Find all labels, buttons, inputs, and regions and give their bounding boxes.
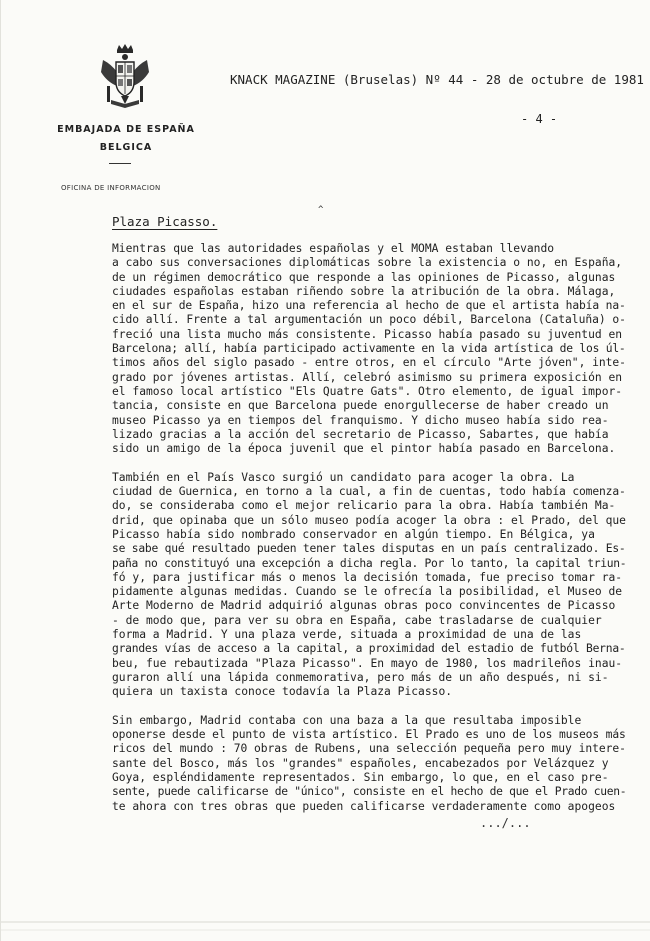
text-line: - de modo que, para ver su obra en España, cabe trasladarse de cualquier <box>112 613 602 627</box>
text-line: Picasso había sido nombrado conservador en algún tiempo. En Bélgica, ya <box>112 527 595 541</box>
text-line: museo Picasso ya en tiempos del franquismo. Y dicho museo había sido rea- <box>112 413 609 427</box>
letterhead-divider <box>109 163 131 164</box>
text-line: timos años del siglo pasado - entre otros, en el círculo "Arte jóven", inte- <box>112 356 626 370</box>
text-line: cido allí. Frente a tal argumentación un poco débil, Barcelona (Cataluña) o- <box>112 313 626 327</box>
paragraph-gap <box>112 700 626 714</box>
paragraph-gap <box>112 456 626 470</box>
text-line: te ahora con tres obras que pueden calificarse verdaderamente como apogeos <box>112 799 616 813</box>
page-number: - 4 - <box>521 112 558 126</box>
office-name: OFICINA DE INFORMACION <box>61 184 161 192</box>
paragraph <box>112 471 626 700</box>
text-line: pidamente algunas medidas. Cuando se le ofrecía la posibilidad, el Museo de <box>112 585 623 599</box>
text-line: quiera un taxista conoce todavía la Plaza Picasso. <box>112 685 453 699</box>
text-line: freció una lista mucho más consistente. Picasso había pasado su juventud en <box>112 327 623 341</box>
continuation-mark: .../... <box>480 816 531 830</box>
article-title: Plaza Picasso. <box>112 214 218 229</box>
caret-mark: ^ <box>318 205 324 215</box>
embassy-name: EMBAJADA DE ESPAÑA <box>57 124 195 135</box>
spanish-coat-of-arms-icon <box>97 42 153 112</box>
text-line: fó y, para justificar más o menos la decisión tomada, fue preciso tomar ra- <box>112 570 623 584</box>
text-line: sente, puede calificarse de "único", consiste en el hecho de que el Prado cuen- <box>112 785 627 799</box>
archive-stamp-strip <box>1 900 650 941</box>
text-line: de un régimen democrático que responde a las opiniones de Picasso, algunas <box>112 270 616 284</box>
text-line: tancia, consiste en que Barcelona puede enorgullecerse de haber creado un <box>112 399 609 413</box>
text-line: do, se consideraba como el mejor relicario para la obra. Había también Ma- <box>112 499 616 513</box>
embassy-country: BELGICA <box>99 142 153 153</box>
text-line: ricos del mundo : 70 obras de Rubens, una selección pequeña pero muy intere- <box>112 742 626 756</box>
text-line: el famoso local artístico "Els Quatre Gats". Otro elemento, de igual impor- <box>112 384 623 398</box>
text-line: Barcelona; allí, había participado activamente en la vida artística de los úl- <box>112 342 626 356</box>
text-line: Goya, espléndidamente representados. Sin embargo, lo que, en el caso pre- <box>112 770 609 784</box>
text-line: Sin embargo, Madrid contaba con una baza a la que resultaba imposible <box>112 713 582 727</box>
paragraph <box>112 714 626 814</box>
text-line: ciudad de Guernica, en torno a la cual, a fin de cuentas, todo había comenza- <box>112 485 626 499</box>
text-line: ciudades españolas estaban riñendo sobre la atribución de la obra. Málaga, <box>112 284 616 298</box>
text-line: beu, fue rebautizada "Plaza Picasso". En mayo de 1980, los madrileños inau- <box>112 656 623 670</box>
source-header: KNACK MAGAZINE (Bruselas) Nº 44 - 28 de octubre de 1981 <box>230 72 644 87</box>
text-line: guraron allí una lápida conmemorativa, pero más de un año después, ni si- <box>112 670 609 684</box>
text-line: grado por jóvenes artistas. Allí, celebró asimismo su primera exposición en <box>112 370 623 384</box>
text-line: forma a Madrid. Y una plaza verde, situada a proximidad de una de las <box>112 628 582 642</box>
text-line: sante del Bosco, más los "grandes" españoles, encabezados por Velázquez y <box>112 756 609 770</box>
text-line: se sabe qué resultado pueden tener tales disputas en un país centralizado. Es- <box>112 542 626 556</box>
text-line: Arte Moderno de Madrid adquirió algunas obras poco convincentes de Picasso <box>112 599 616 613</box>
text-line: oponerse desde el punto de vista artístico. El Prado es uno de los museos más <box>112 728 626 742</box>
text-line: Mientras que las autoridades españolas y el MOMA estaban llevando <box>112 242 555 255</box>
article-body <box>112 242 626 814</box>
text-line: paña no constituyó una excepción a dicha regla. Por lo tanto, la capital triun- <box>112 556 627 570</box>
text-line: drid, que opinaba que un sólo museo podía acoger la obra : el Prado, del que <box>112 513 626 527</box>
text-line: a cabo sus conversaciones diplomáticas sobre la existencia o no, en España, <box>112 256 623 270</box>
text-line: lizado gracias a la acción del secretario de Picasso, Sabartes, que había <box>112 427 609 441</box>
paragraph <box>112 242 626 456</box>
text-line: en el sur de España, hizo una referencia al hecho de que el artista había na- <box>112 299 626 313</box>
text-line: sido un amigo de la época juvenil que el pintor había pasado en Barcelona. <box>112 442 616 456</box>
text-line: grandes vías de acceso a la capital, a proximidad del estadio de futból Berna- <box>112 642 626 656</box>
text-line: También en el País Vasco surgió un candidato para acoger la obra. La <box>112 470 575 484</box>
